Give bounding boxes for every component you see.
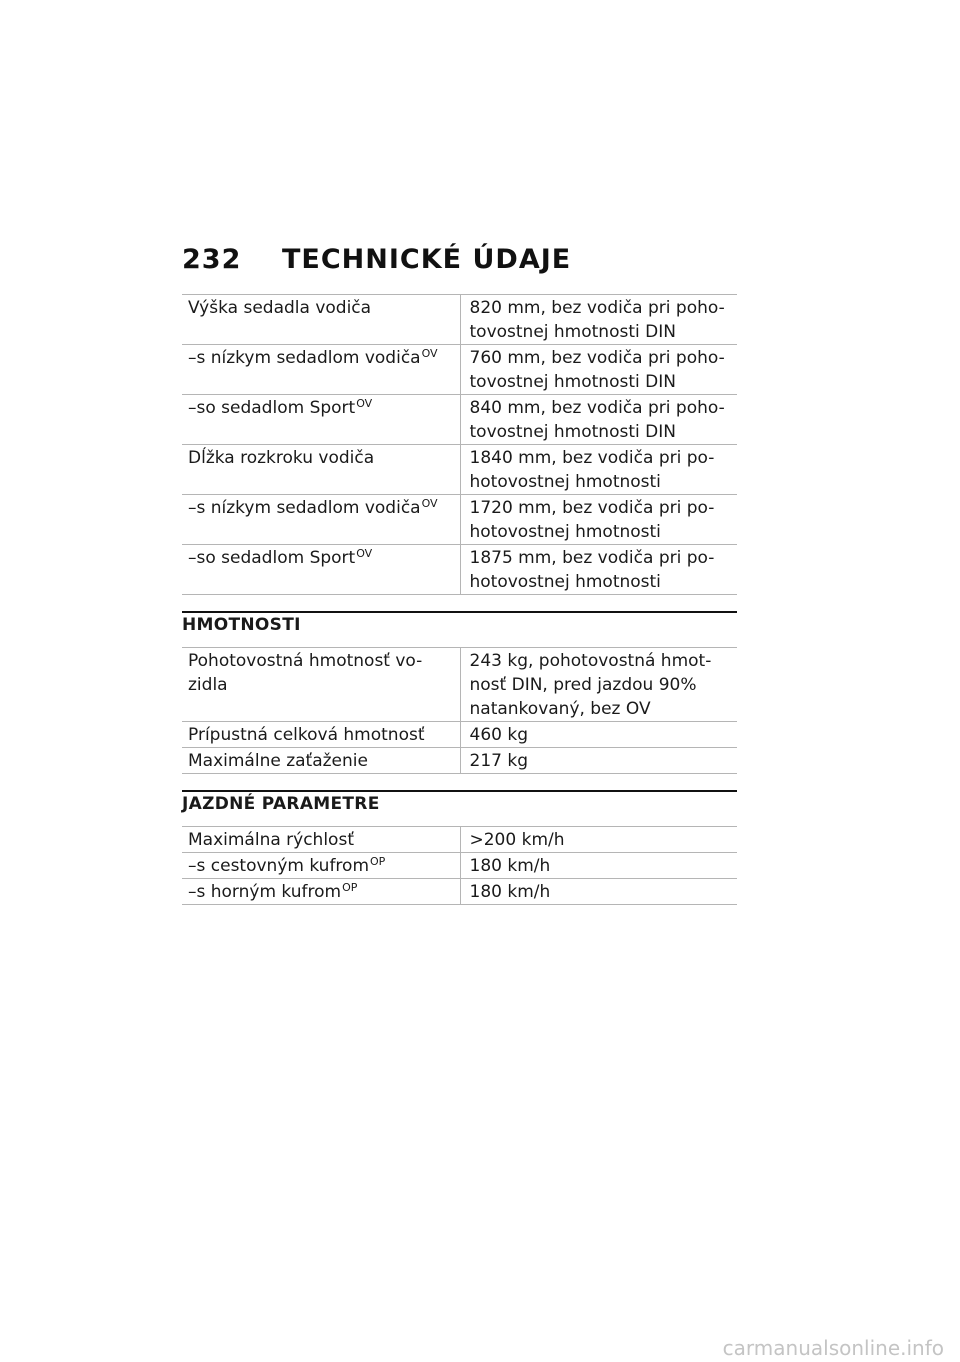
spec-value: 243 kg, pohotovostná hmot-nosť DIN, pred jazdou 90% natankovaný, bez OV	[469, 651, 712, 719]
spec-label: –so sedadlom Sport	[188, 398, 356, 418]
section-title-weights: HMOTNOSTI	[182, 611, 737, 647]
watermark: carmanualsonline.info	[722, 1336, 944, 1360]
spec-label-superscript: OV	[421, 347, 438, 360]
spec-value: 1840 mm, bez vodiča pri po-hotovostnej hmotnosti	[469, 448, 715, 492]
section-title-driving-parameters: JAZDNÉ PARAMETRE	[182, 790, 737, 826]
table-row	[182, 545, 737, 595]
spec-label-cell	[182, 495, 460, 545]
spec-value-cell	[460, 648, 737, 722]
table-row	[182, 445, 737, 495]
spec-label: Výška sedadla vodiča	[188, 298, 372, 318]
spec-label: Pohotovostná hmotnosť vo-zidla	[188, 651, 423, 695]
spec-label-cell	[182, 648, 460, 722]
spec-label: –s nízkym sedadlom vodiča	[188, 348, 421, 368]
spec-value: 180 km/h	[469, 856, 551, 876]
spec-label-superscript: OP	[370, 855, 386, 868]
spec-value-cell	[460, 445, 737, 495]
table-row	[182, 395, 737, 445]
table-row	[182, 295, 737, 345]
spec-value-cell	[460, 748, 737, 774]
spec-value-cell	[460, 879, 737, 905]
spec-label: Dĺžka rozkroku vodiča	[188, 448, 375, 468]
page-header	[182, 244, 571, 275]
table-row	[182, 827, 737, 853]
spec-label-cell	[182, 853, 460, 879]
spec-value: 760 mm, bez vodiča pri poho-tovostnej hmotnosti DIN	[469, 348, 725, 392]
spec-value: 1720 mm, bez vodiča pri po-hotovostnej hmotnosti	[469, 498, 715, 542]
spec-label-cell	[182, 395, 460, 445]
spec-label-superscript: OV	[356, 397, 373, 410]
table-row	[182, 879, 737, 905]
page-title: TECHNICKÉ ÚDAJE	[282, 244, 572, 275]
spec-label: –s nízkym sedadlom vodiča	[188, 498, 421, 518]
spec-label-cell	[182, 445, 460, 495]
spec-label: Prípustná celková hmotnosť	[188, 725, 425, 745]
seat-height-table	[182, 294, 737, 595]
table-row	[182, 345, 737, 395]
spec-value-cell	[460, 395, 737, 445]
spec-label-cell	[182, 345, 460, 395]
spec-label-cell	[182, 879, 460, 905]
spec-label-superscript: OV	[421, 497, 438, 510]
spec-value-cell	[460, 827, 737, 853]
spec-label-cell	[182, 545, 460, 595]
spec-label-cell	[182, 295, 460, 345]
spec-value: 460 kg	[469, 725, 528, 745]
spec-value: 180 km/h	[469, 882, 551, 902]
page-number: 232	[182, 244, 242, 275]
spec-value-cell	[460, 295, 737, 345]
driving-parameters-table	[182, 826, 737, 905]
table-row	[182, 748, 737, 774]
spec-value: 1875 mm, bez vodiča pri po-hotovostnej hmotnosti	[469, 548, 715, 592]
spec-label-cell	[182, 748, 460, 774]
spec-value: 217 kg	[469, 751, 528, 771]
spec-value-cell	[460, 345, 737, 395]
spec-label: –s cestovným kufrom	[188, 856, 370, 876]
spec-label: –so sedadlom Sport	[188, 548, 356, 568]
table-row	[182, 722, 737, 748]
spec-label: Maximálne zaťaženie	[188, 751, 368, 771]
spec-value: 840 mm, bez vodiča pri poho-tovostnej hmotnosti DIN	[469, 398, 725, 442]
table-row	[182, 648, 737, 722]
spec-label-superscript: OP	[342, 881, 358, 894]
spec-label: Maximálna rýchlosť	[188, 830, 354, 850]
spec-value-cell	[460, 545, 737, 595]
spec-label-cell	[182, 722, 460, 748]
spec-content	[182, 294, 737, 905]
weights-table	[182, 647, 737, 774]
spec-label-cell	[182, 827, 460, 853]
table-row	[182, 495, 737, 545]
spec-label-superscript: OV	[356, 547, 373, 560]
spec-value-cell	[460, 722, 737, 748]
spec-value: 820 mm, bez vodiča pri poho-tovostnej hmotnosti DIN	[469, 298, 725, 342]
spec-value-cell	[460, 495, 737, 545]
spec-value: >200 km/h	[469, 830, 565, 850]
spec-label: –s horným kufrom	[188, 882, 342, 902]
spec-value-cell	[460, 853, 737, 879]
table-row	[182, 853, 737, 879]
